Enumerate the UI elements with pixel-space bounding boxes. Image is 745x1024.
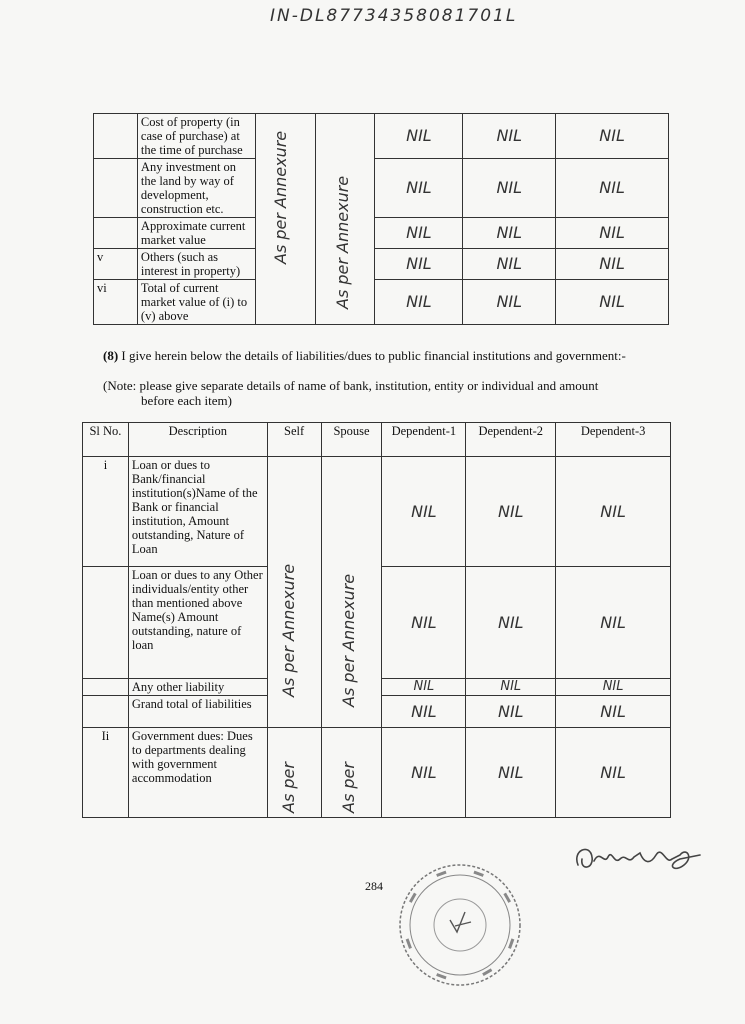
- self-cell: [255, 114, 315, 325]
- spouse-cell: [321, 728, 382, 818]
- dependent-2-value: NIL: [463, 114, 556, 159]
- row-description: Any investment on the land by way of development, construction etc.: [137, 159, 255, 218]
- table-row: [94, 218, 669, 249]
- dependent-3-value: NIL: [556, 679, 671, 696]
- dependent-1-value: NIL: [382, 567, 466, 679]
- row-number: [83, 679, 129, 696]
- spouse-annexure-note: As per Annexure: [332, 175, 352, 309]
- row-number: i: [83, 457, 129, 567]
- dependent-2-value: NIL: [466, 728, 556, 818]
- spouse-cell: [315, 114, 375, 325]
- row-number: [83, 696, 129, 728]
- note-line-1: (Note: please give separate details of name of bank, institution, entity or individual and amount: [103, 378, 599, 393]
- table-row: [94, 249, 669, 280]
- assets-continuation-table: [93, 113, 669, 325]
- section-text: I give herein below the details of liabilities/dues to public financial institutions and government:-: [121, 348, 626, 363]
- notary-seal: [395, 860, 525, 990]
- self-annexure-note: As per Annexure: [270, 130, 290, 264]
- section-8-note: [103, 378, 643, 408]
- dependent-2-value: NIL: [463, 280, 556, 325]
- row-number: [94, 218, 138, 249]
- dependent-1-value: NIL: [375, 159, 463, 218]
- dependent-2-value: NIL: [466, 567, 556, 679]
- self-annexure-note: As per: [278, 762, 298, 813]
- spouse-annexure-note: As per Annexure: [338, 573, 358, 707]
- row-number: [94, 114, 138, 159]
- table-row: [83, 457, 671, 567]
- dependent-3-value: NIL: [556, 159, 669, 218]
- header-spouse: Spouse: [321, 423, 382, 457]
- page-number: 284: [365, 879, 383, 893]
- note-line-2: before each item): [141, 393, 232, 408]
- row-number: vi: [94, 280, 138, 325]
- row-number: [94, 159, 138, 218]
- dependent-1-value: NIL: [375, 218, 463, 249]
- table-row: [94, 280, 669, 325]
- dependent-2-value: NIL: [466, 679, 556, 696]
- self-cell: [267, 728, 321, 818]
- header-sl-no: Sl No.: [83, 423, 129, 457]
- row-number: [83, 567, 129, 679]
- dependent-3-value: NIL: [556, 457, 671, 567]
- dependent-3-value: NIL: [556, 114, 669, 159]
- dependent-1-value: NIL: [382, 728, 466, 818]
- section-8-declaration: [103, 348, 626, 364]
- table-row: [94, 114, 669, 159]
- row-description: Loan or dues to Bank/financial institution(s)Name of the Bank or financial institution, Amount outstanding, Nature of Loan: [128, 457, 267, 567]
- dependent-3-value: NIL: [556, 728, 671, 818]
- dependent-3-value: NIL: [556, 567, 671, 679]
- dependent-3-value: NIL: [556, 249, 669, 280]
- row-description: Approximate current market value: [137, 218, 255, 249]
- dependent-1-value: NIL: [375, 249, 463, 280]
- dependent-1-value: NIL: [375, 114, 463, 159]
- row-description: Loan or dues to any Other individuals/entity other than mentioned above Name(s) Amount outstanding, nature of loan: [128, 567, 267, 679]
- dependent-1-value: NIL: [382, 679, 466, 696]
- dependent-2-value: NIL: [466, 457, 556, 567]
- header-dependent-2: Dependent-2: [466, 423, 556, 457]
- dependent-2-value: NIL: [463, 218, 556, 249]
- self-cell: [267, 457, 321, 728]
- dependent-3-value: NIL: [556, 280, 669, 325]
- row-number: v: [94, 249, 138, 280]
- dependent-1-value: NIL: [382, 696, 466, 728]
- liabilities-table: [82, 422, 671, 818]
- header-self: Self: [267, 423, 321, 457]
- dependent-2-value: NIL: [463, 249, 556, 280]
- self-annexure-note: As per Annexure: [278, 563, 298, 697]
- table-header-row: [83, 423, 671, 457]
- stamp-paper-number: IN-DL87734358081701L: [270, 6, 518, 26]
- header-dependent-3: Dependent-3: [556, 423, 671, 457]
- row-description: Others (such as interest in property): [137, 249, 255, 280]
- dependent-2-value: NIL: [463, 159, 556, 218]
- signature: [570, 835, 710, 880]
- dependent-1-value: NIL: [382, 457, 466, 567]
- table-row: [83, 728, 671, 818]
- header-description: Description: [128, 423, 267, 457]
- row-description: Grand total of liabilities: [128, 696, 267, 728]
- table-row: [94, 159, 669, 218]
- dependent-1-value: NIL: [375, 280, 463, 325]
- spouse-annexure-note: As per: [338, 762, 358, 813]
- section-number: (8): [103, 348, 119, 363]
- row-description: Total of current market value of (i) to (v) above: [137, 280, 255, 325]
- spouse-cell: [321, 457, 382, 728]
- dependent-3-value: NIL: [556, 696, 671, 728]
- row-description: Government dues: Dues to departments dealing with government accommodation: [128, 728, 267, 818]
- row-description: Cost of property (in case of purchase) at the time of purchase: [137, 114, 255, 159]
- row-description: Any other liability: [128, 679, 267, 696]
- row-number: Ii: [83, 728, 129, 818]
- header-dependent-1: Dependent-1: [382, 423, 466, 457]
- dependent-2-value: NIL: [466, 696, 556, 728]
- dependent-3-value: NIL: [556, 218, 669, 249]
